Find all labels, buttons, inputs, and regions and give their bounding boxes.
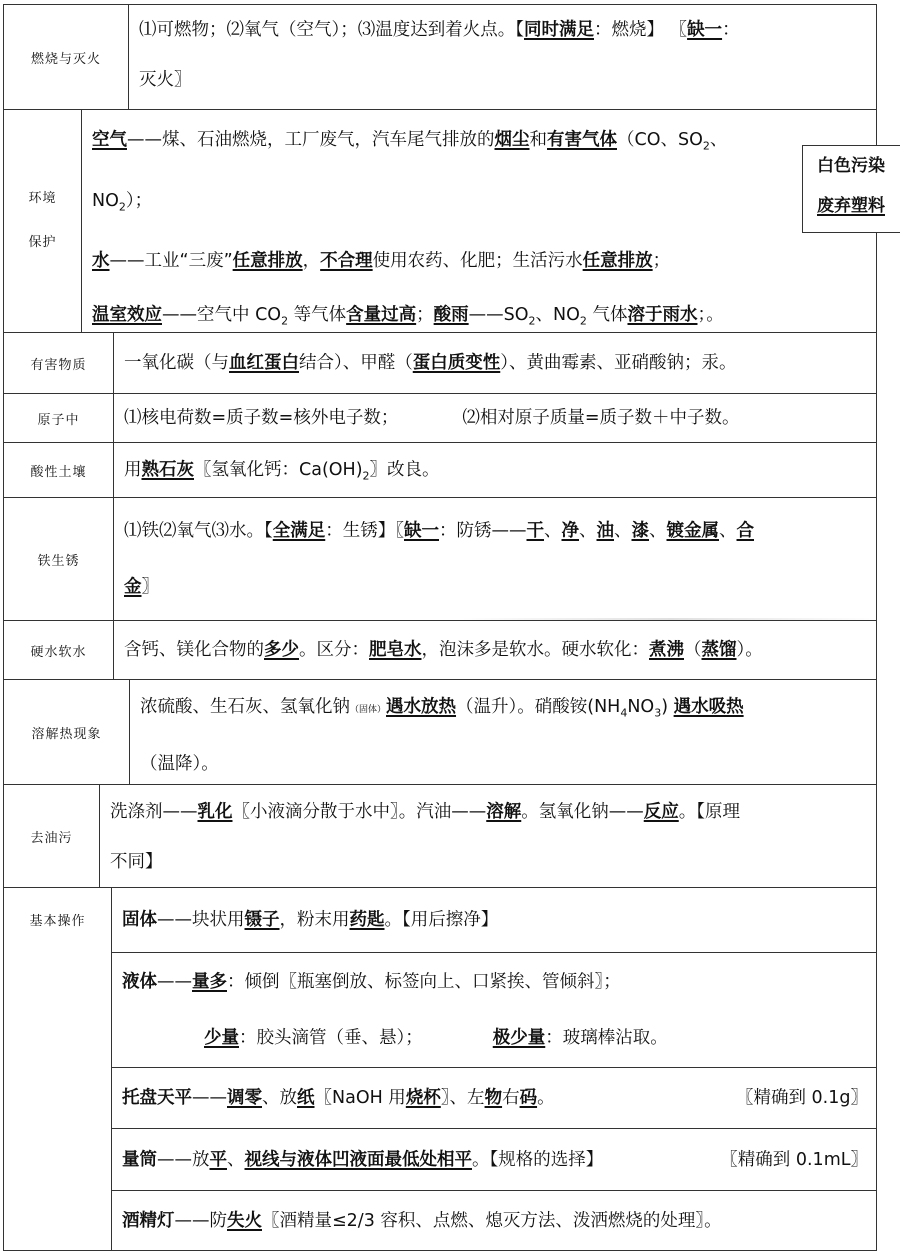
row-degrease <box>3 784 877 888</box>
label-hard-water: 硬水软水 <box>4 621 114 679</box>
label-degrease: 去油污 <box>4 785 100 887</box>
content-combustion: ⑴可燃物；⑵氧气（空气）；⑶温度达到着火点。【同时满足：燃烧】 〖缺一： 灭火〗 <box>139 20 740 90</box>
label-atom: 原子中 <box>4 394 114 442</box>
op-alcohol-lamp: 酒精灯——防失火〖酒精量≤2/3 容积、点燃、熄灭方法、泼洒燃烧的处理〗。 <box>112 1190 876 1250</box>
content-dissolution-heat: 浓硫酸、生石灰、氢氧化钠（固体）遇水放热（温升）。硝酸铵$(NH_4NO_3)$ 遇水吸热 （温降）。 <box>140 697 744 774</box>
label-environment: 环境 保护 <box>4 110 82 332</box>
row-hard-water <box>3 620 877 680</box>
row-acid-soil <box>3 442 877 498</box>
label-acid-soil: 酸性土壤 <box>4 443 114 497</box>
label-dissolution-heat: 溶解热现象 <box>4 680 130 784</box>
side-note-white-pollution: 白色污染 废弃塑料 <box>802 145 900 233</box>
content-hard-water: 含钙、镁化合物的多少。区分：肥皂水，泡沫多是软水。硬水软化：煮沸（蒸馏）。 <box>124 640 763 660</box>
label-iron-rust: 铁生锈 <box>4 498 114 620</box>
op-balance: 托盘天平——调零、放纸〖NaOH 用烧杯〗、左物右码。 〖精确到 0.1g〗 <box>112 1067 876 1128</box>
content-basic-operations <box>112 888 876 1250</box>
row-environment <box>3 109 877 333</box>
row-iron-rust <box>3 497 877 621</box>
op-liquid: 液体——量多：倾倒〖瓶塞倒放、标签向上、口紧挨、管倾斜〗； 少量：胶头滴管（垂、悬）； 极少量：玻璃棒沾取。 <box>112 952 876 1067</box>
content-acid-soil: 用熟石灰〖氢氧化钙：$Ca(OH)_2$〗改良。 <box>124 460 440 483</box>
row-combustion <box>3 4 877 110</box>
label-harmful-substances: 有害物质 <box>4 333 114 393</box>
row-atom <box>3 393 877 443</box>
row-harmful-substances <box>3 332 877 394</box>
label-basic-operations: 基本操作 <box>4 888 112 1250</box>
row-dissolution-heat <box>3 679 877 785</box>
content-degrease: 洗涤剂——乳化〖小液滴分散于水中〗。汽油——溶解。氢氧化钠——反应。【原理 不同】 <box>110 802 740 872</box>
content-atom: ⑴核电荷数=质子数=核外电子数； ⑵相对原子质量=质子数＋中子数。 <box>124 408 740 428</box>
op-solid: 固体——块状用镊子，粉末用药匙。【用后擦净】 <box>122 910 499 930</box>
op-cylinder: 量筒——放平、视线与液体凹液面最低处相平。【规格的选择】 〖精确到 0.1mL〗 <box>112 1128 876 1190</box>
content-environment: 空气——煤、石油燃烧，工厂废气，汽车尾气排放的烟尘和有害气体（CO、$SO_2$、 $NO_2$）； 水——工业“三废”任意排放，不合理使用农药、化肥；生活污水任意排放； 温室效应——空气中 $CO_2$ 等气体含量过高；酸雨$——SO_2$、$NO_2$ 气体溶于雨水；。 <box>92 130 728 328</box>
label-combustion: 燃烧与灭火 <box>4 5 129 109</box>
content-iron-rust: ⑴铁⑵氧气⑶水。【全满足：生锈】〖缺一：防锈——干、净、油、漆、镀金属、合 金〗 <box>124 521 754 597</box>
row-basic-operations <box>3 887 877 1251</box>
content-harmful-substances: 一氧化碳（与血红蛋白结合）、甲醛（蛋白质变性）、黄曲霉素、亚硝酸钠；汞。 <box>124 353 737 373</box>
